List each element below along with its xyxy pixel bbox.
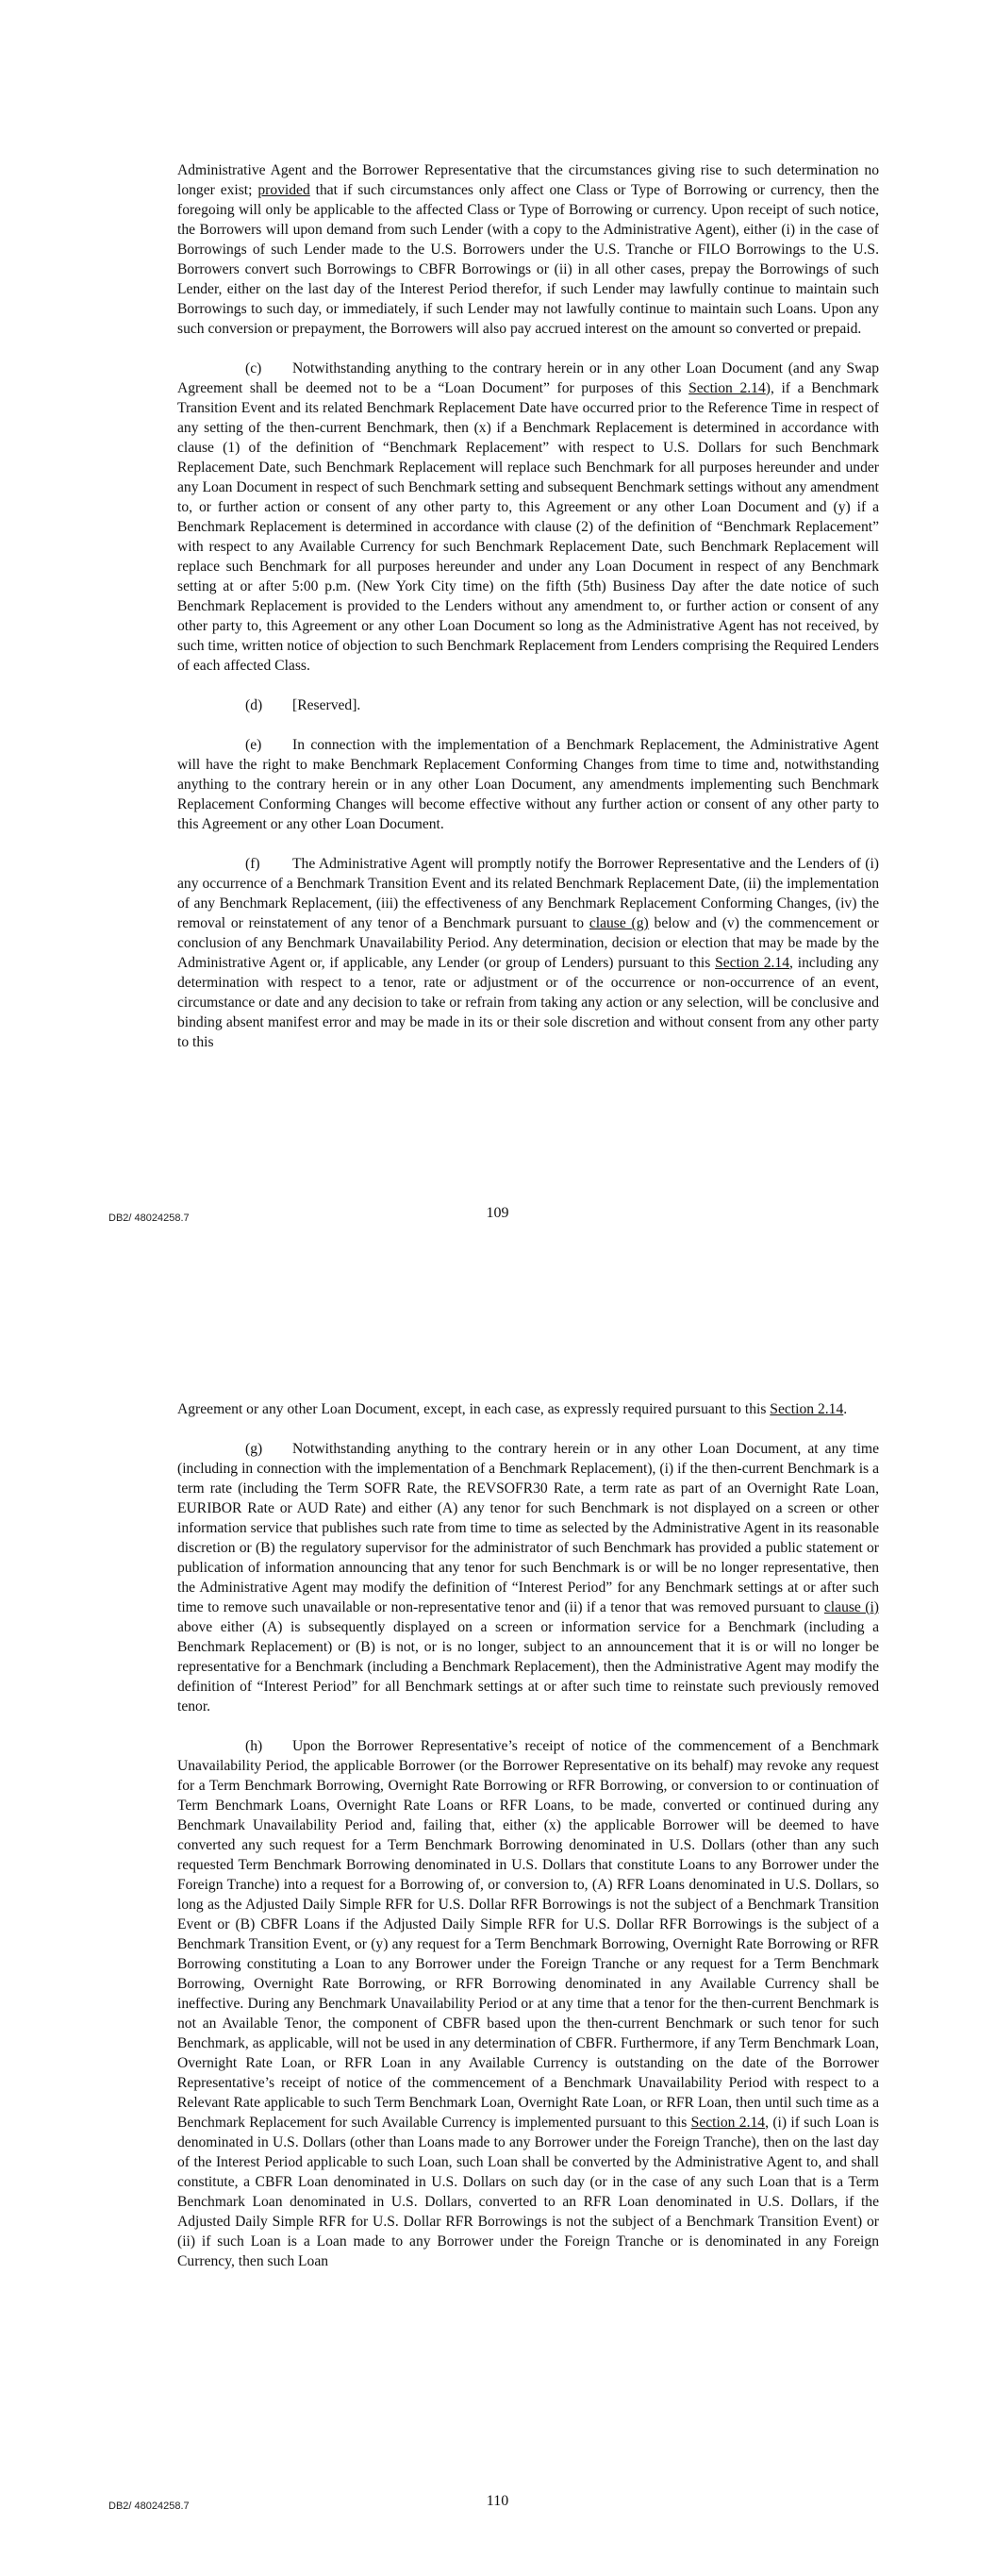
paragraph-c (177, 359, 879, 676)
paragraph-continuation (177, 160, 879, 339)
page-number: 110 (486, 2493, 509, 2509)
paragraph-text: Notwithstanding anything to the contrary herein or in any other Loan Document, at any time (including in connection with the implementation of a Benchmark Replacement), (i) if the then-current Benchmark is a term rate (including the Term SOFR Rate, the REVSOFR30 Rate, a term rate as part of an Overnight Rate Loan, EURIBOR Rate or AUD Rate) and either (A) any tenor for such Benchmark is not displayed on a screen or other information service that publishes such rate from time to time as selected by the Administrative Agent in its reasonable discretion or (B) the regulatory supervisor for the administrator of such Benchmark has provided a public statement or publication of information announcing that any tenor for such Benchmark is or will be no longer representative, then the Administrative Agent may modify the definition of “Interest Period” for any Benchmark settings at or after such time to remove such unavailable or non-representative tenor and (ii) if a tenor that was removed pursuant to (177, 1441, 879, 1615)
paragraph-text: In connection with the implementation of a Benchmark Replacement, the Administrative Agent will have the right to make Benchmark Replacement Conforming Changes from time to time and, notwithstanding anything to the contrary herein or in any other Loan Document, any amendments implementing such Benchmark Replacement Conforming Changes will become effective without any further action or consent of any other party to this Agreement or any other Loan Document. (177, 737, 879, 832)
paragraph-text: [Reserved]. (292, 697, 361, 713)
paragraph-e (177, 735, 879, 834)
paragraph-label: (h) (245, 1738, 263, 1754)
page-number: 109 (486, 1205, 509, 1221)
section-reference: Section 2.14 (770, 1401, 844, 1417)
section-reference: Section 2.14 (690, 2115, 766, 2131)
clause-reference: clause (g) (589, 915, 649, 931)
paragraph-g (177, 1439, 879, 1716)
paragraph-text: , including any determination with respect to a tenor, rate or adjustment or of the occurrence or non-occurrence of an event, circumstance or date and any decision to take or refrain from taking any action or any selection, will be conclusive and binding absent manifest error and may be made in its or their sole discretion and without consent from any other party to this (177, 955, 879, 1050)
paragraph-text: Agreement or any other Loan Document, except, in each case, as expressly required pursuant to this (177, 1401, 771, 1417)
section-reference: Section 2.14 (688, 380, 766, 396)
paragraph-d (177, 695, 879, 715)
paragraph-h (177, 1736, 879, 2271)
clause-reference: clause (i) (823, 1599, 879, 1615)
paragraph-text: The Administrative Agent will promptly notify the Borrower Representative and the Lenders of (i) any occurrence of a Benchmark Transition Event and its related Benchmark Replacement Date, (ii) the implementation of any Benchmark Replacement, (iii) the effectiveness of any Benchmark Replacement Conforming Changes, (iv) the removal or reinstatement of any tenor of a Benchmark pursuant to (177, 856, 879, 931)
paragraph-text: Administrative Agent and the Borrower Representative that the circumstances giving rise to such determination no longer exist; (177, 162, 879, 198)
paragraph-text: ), if a Benchmark Transition Event and its related Benchmark Replacement Date have occurred prior to the Reference Time in respect of any setting of the then-current Benchmark, then (x) if a Benchmark Replacement is determined in accordance with clause (1) of the definition of “Benchmark Replacement” with respect to U.S. Dollars for such Benchmark Replacement Date, such Benchmark Replacement will replace such Benchmark for all purposes hereunder and under any Loan Document in respect of such Benchmark setting and subsequent Benchmark settings without any amendment to, or further action or consent of any other party to, this Agreement or any other Loan Document and (y) if a Benchmark Replacement is determined in accordance with clause (2) of the definition of “Benchmark Replacement” with respect to any Available Currency for such Benchmark Replacement Date, such Benchmark Replacement will replace such Benchmark for all purposes hereunder and under any Loan Document in respect of any Benchmark setting at or after 5:00 p.m. (New York City time) on the fifth (5th) Business Day after the date notice of such Benchmark Replacement is provided to the Lenders without any amendment to, or further action or consent of any other party to, this Agreement or any other Loan Document so long as the Administrative Agent has not received, by such time, written notice of objection to such Benchmark Replacement from Lenders comprising the Required Lenders of each affected Class. (177, 380, 879, 674)
paragraph-text: Notwithstanding anything to the contrary herein or in any other Loan Document (and any Swap Agreement shall be deemed not to be a “Loan Document” for purposes of this (177, 360, 879, 396)
section-reference: Section 2.14 (715, 955, 790, 971)
page-body (177, 1399, 879, 2291)
document-id: DB2/ 48024258.7 (108, 1213, 190, 1224)
document-id: DB2/ 48024258.7 (108, 2501, 190, 2512)
paragraph-label: (c) (245, 360, 262, 376)
paragraph-continuation (177, 1399, 879, 1419)
paragraph-text: that if such circumstances only affect one Class or Type of Borrowing or currency, then the foregoing will only be applicable to the affected Class or Type of Borrowing or currency. Upon receipt of such notice, the Borrowers will upon demand from such Lender (with a copy to the Administrative Agent), either (i) in the case of Borrowings of such Lender made to the U.S. Borrowers under the U.S. Tranche or FILO Borrowings to the U.S. Borrowers convert such Borrowings to CBFR Borrowings or (ii) in all other cases, prepay the Borrowings of such Lender, either on the last day of the Interest Period therefor, if such Lender may lawfully continue to maintain such Borrowings to such day, or immediately, if such Lender may not lawfully continue to maintain such Loans. Upon any such conversion or prepayment, the Borrowers will also pay accrued interest on the amount so converted or prepaid. (177, 182, 879, 337)
page-body (177, 160, 879, 1072)
paragraph-f (177, 854, 879, 1052)
paragraph-text: Upon the Borrower Representative’s receipt of notice of the commencement of a Benchmark Unavailability Period, the applicable Borrower (or the Borrower Representative on its behalf) may revoke any request for a Term Benchmark Borrowing, Overnight Rate Borrowing or RFR Borrowing, or conversion to or continuation of Term Benchmark Loans, Overnight Rate Loans or RFR Loans, to be made, converted or continued during any Benchmark Unavailability Period and, failing that, either (x) the applicable Borrower will be deemed to have converted any such request for a Term Benchmark Borrowing denominated in U.S. Dollars (other than any such requested Term Benchmark Borrowing denominated in U.S. Dollars that constitute Loans to any Borrower under the Foreign Tranche) into a request for a Borrowing of, or conversion to, (A) RFR Loans denominated in U.S. Dollars, so long as the Adjusted Daily Simple RFR for U.S. Dollar RFR Borrowings is not the subject of a Benchmark Transition Event or (B) CBFR Loans if the Adjusted Daily Simple RFR for U.S. Dollar RFR Borrowings is the subject of a Benchmark Transition Event, or (y) any request for a Term Benchmark Borrowing, Overnight Rate Borrowing or RFR Borrowing constituting a Loan to any Borrower under the Foreign Tranche or any request for a Term Benchmark Borrowing, Overnight Rate Borrowing, or RFR Borrowing denominated in any Available Currency shall be ineffective. During any Benchmark Unavailability Period or at any time that a tenor for the then-current Benchmark is not an Available Tenor, the component of CBFR based upon the then-current Benchmark or such tenor for such Benchmark, as applicable, will not be used in any determination of CBFR. Furthermore, if any Term Benchmark Loan, Overnight Rate Loan, or RFR Loan in any Available Currency is outstanding on the date of the Borrower Representative’s receipt of notice of the commencement of a Benchmark Unavailability Period with respect to a Relevant Rate applicable to such Term Benchmark Loan, Overnight Rate Loan, or RFR Loan, then until such time as a Benchmark Replacement for such Available Currency is implemented pursuant to this (177, 1738, 879, 2131)
paragraph-text: below and (v) the commencement or conclusion of any Benchmark Unavailability Period. Any determination, decision or election that may be made by the Administrative Agent or, if applicable, any Lender (or group of Lenders) pursuant to this (177, 915, 879, 971)
paragraph-label: (d) (245, 697, 263, 713)
underlined-term: provided (257, 182, 310, 198)
paragraph-label: (f) (245, 856, 260, 872)
paragraph-text: , (i) if such Loan is denominated in U.S. Dollars (other than Loans made to any Borrower under the Foreign Tranche), then on the last day of the Interest Period applicable to such Loan, such Loan shall be converted by the Administrative Agent to, and shall constitute, a CBFR Loan denominated in U.S. Dollars on such day (or in the case of any such Loan that is a Term Benchmark Loan denominated in U.S. Dollars, converted to an RFR Loan denominated in U.S. Dollars, if the Adjusted Daily Simple RFR for U.S. Dollar RFR Borrowings is not the subject of a Benchmark Transition Event) or (ii) if such Loan is a Loan made to any Borrower under the Foreign Tranche or is denominated in any Foreign Currency, then such Loan (177, 2115, 879, 2269)
paragraph-label: (g) (245, 1441, 263, 1457)
paragraph-text: above either (A) is subsequently displayed on a screen or information service for a Benchmark (including a Benchmark Replacement) or (B) is not, or is no longer, subject to an announcement that it is or will no longer be representative for a Benchmark (including a Benchmark Replacement), then the Administrative Agent may modify the definition of “Interest Period” for all Benchmark settings at or after such time to reinstate such previously removed tenor. (177, 1619, 879, 1715)
paragraph-label: (e) (245, 737, 262, 753)
paragraph-text: . (843, 1401, 848, 1417)
page-110 (0, 1288, 995, 2576)
